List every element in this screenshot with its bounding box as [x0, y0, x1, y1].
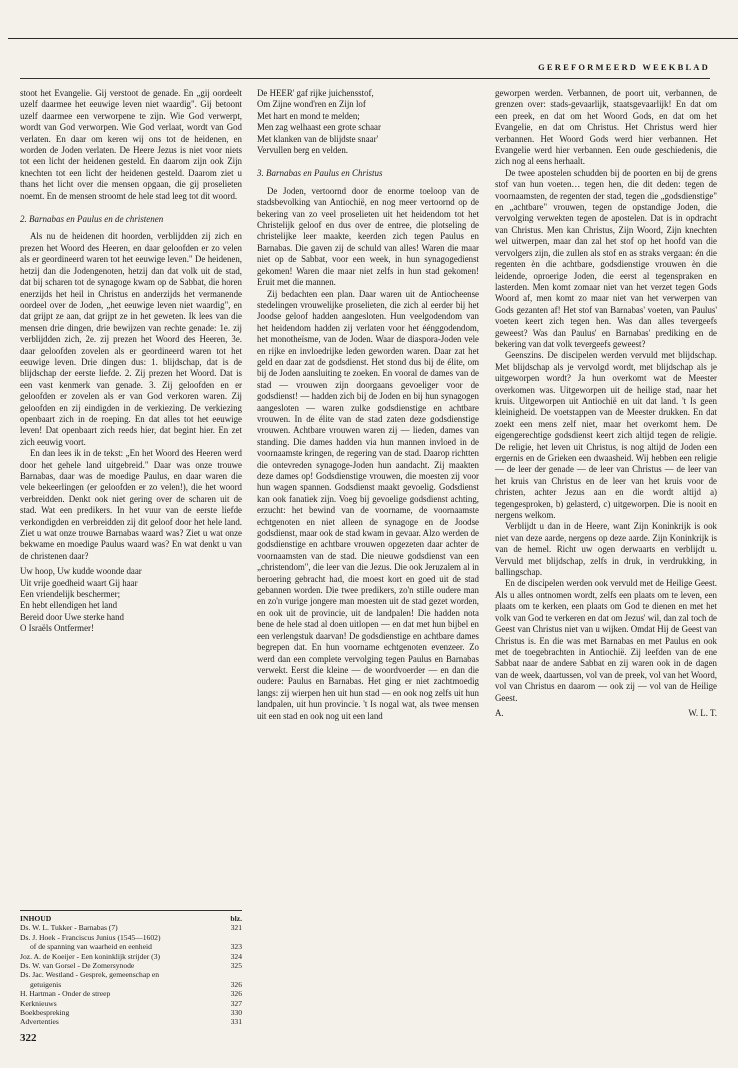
toc-item-page: 326 [230, 989, 242, 999]
toc-item-page: 330 [230, 1008, 242, 1018]
top-rule [8, 38, 738, 39]
toc-item [20, 1017, 242, 1026]
toc-item-title: of de spanning van waarheid en eenheid [30, 942, 152, 952]
poem-line: Vervullen berg en velden. [257, 145, 349, 156]
toc-item [20, 923, 242, 932]
poem [20, 566, 242, 634]
signature-author: W. L. T. [688, 707, 717, 718]
paragraph: Als nu de heidenen dit hoorden, verblijdden zij zich en prezen het Woord des Heeren, en daar geloofden er zo velen als er geordineerd waren tot het eeuwige leven." De heidenen, hetzij dan die Jodengenoten, hetzij dan dat volk uit de stad, dat bij scharen tot de synagoge kwam op de Sabbat, die horen enerzijds het heil in Christus en anderzijds het vermanende oordeel over de Joden, „het eeuwige leven niet waardig", en dat grijpt ze aan, dat grijpt ze in het geweten. Ik lees van die mensen drie dingen, drie bewijzen van rechte genade: 1e. zij verblijdden zich, 2e. zij prezen het Woord des Heeren, 3e. daar geloofden zovelen als er geordineerd waren tot het eeuwige leven. Drie dingen dus: 1. blijdschap, dat is de blijdschap der eerste liefde. 2. Zij prezen het Woord. Dat is een vast kenmerk van genade. 3. Zij geloofden en er geloofden er zovelen als er van God verkoren waren. Zij geloofden en zij eindigden in de verkiezing. De verkiezing openbaart zich in de roeping. En dat alles tot het eeuwige leven! Dat openbaart zich reeds hier, dat begint hier. En zet zich eeuwig voort. [20, 231, 242, 447]
toc-item-title: Ds. Jac. Westland - Gesprek, gemeenschap en [20, 970, 160, 980]
column-1 [20, 88, 242, 643]
paragraph: De Joden, vertoornd door de enorme toeloop van de stadsbevolking van Antiochië, en nog meer vertoornd op de bekering van zo veel proselieten uit het heidendom tot het Christelijk geloof en dus over de entree, die plotseling de christelijke leer maakte, keerden zich tegen Paulus en Barnabas. Die gaven zij de schuld van alles! Waren die maar niet op de Sabbat, voor een week, in hun synagogedienst gekomen! Waren die maar niet zelfs in hun stad gekomen! Eruit met die mannen. [257, 185, 479, 288]
toc-item-title: Kerknieuws [20, 998, 57, 1008]
paragraph: De twee apostelen schudden bij de poorten en bij de grens stof van hun voeten… tegen hen, die dit deden: tegen de voornaamsten, de regenten der stad, tegen die „godsdienstige" en „achtbare" vrouwen, tegen de opstandige Joden, die vervolging verwekten tegen de apostelen. Dat is in opdracht van Christus. Men kan Christus, Zijn Woord, Zijn knechten wel uitwerpen, maar dan zal het stof op het hoofd van die vervolgers zijn, die zullen als stof en as straks vergaan: én die regenten èn die achtbare, godsdienstige vrouwen èn die leidende, oproerige Joden, die eerst al tegenspraken en lasterden. Men komt zomaar niet van het verzet tegen Gods Woord af, men komt zo maar niet van het verwerpen van Gods gezanten af! Het stof van Barnabas' voeten, van Paulus' voeten keert zich tegen hen. Was dan alles tevergeefs geweest? Was dan Paulus' en Barnabas' prediking en de bekering van dat volk tevergeefs geweest? [495, 167, 717, 349]
toc-item [20, 999, 242, 1008]
toc-item [20, 942, 242, 951]
toc-item-page: 323 [230, 942, 242, 952]
toc-item-title: Ds. W. L. Tukker - Barnabas (7) [20, 923, 118, 933]
toc-item [20, 980, 242, 989]
toc-item-title: H. Hartman - Onder de streep [20, 989, 111, 999]
paragraph: stoot het Evangelie. Gij verstoot de genade. En „gij oordeelt uzelf daarmee het eeuwige leven niet waardig". Gij betoont uzelf daarmee een verworpene te zijn. Wie God verwerpt, wordt van God verworpen. Wie God verlaat, wordt van God verlaten. En daar om keren wij ons tot de heidenen, en worden de Joden verlaten. De Heere Jezus is niet voor niets tot een licht der heidenen gesteld. En daarom zijn ook Zijn knechten tot een licht der heidenen gesteld. Daarom ziet u thans het licht over die mensen opgaan, die gij proselieten noemt. En de mensen stroomt de hele stad leeg tot dit woord. [20, 88, 242, 201]
toc-item [20, 952, 242, 961]
poem-line: Uit vrije goedheid waart Gij haar [20, 577, 138, 588]
page-number: 322 [20, 1032, 37, 1044]
section-heading: 2. Barnabas en Paulus en de christenen [20, 214, 164, 225]
toc-item-page: 327 [230, 998, 242, 1008]
poem [257, 88, 479, 156]
poem-line: Om Zijne wond'ren en Zijn lof [257, 99, 366, 110]
header-rule [20, 78, 710, 79]
toc-page-header: blz. [230, 914, 242, 923]
toc-item-title: Boekbespreking [20, 1008, 70, 1018]
toc-item-title: getuigenis [30, 979, 62, 989]
toc-header [20, 914, 242, 923]
toc-item [20, 1008, 242, 1017]
masthead: GEREFORMEERD WEEKBLAD [538, 62, 710, 72]
paragraph: Zij bedachten een plan. Daar waren uit de Antiocheense stedelingen vrouwelijke proselieten, die zich al eerder bij het Joodse geloof hadden aangesloten. Hun veelgodendom van het heidendom hadden zij verlaten voor het éénggodendom, het monotheïsme, van de Joden. Waar de diaspora-Joden vele en rijke en invloedrijke leden geworden waren. Daar zat het geld en daar zat de godsdienst. Het stond dus bij de élite, om bij de Joden aansluiting te zoeken. En vooral de dames van de stad — vrouwen zijn doorgaans gevoeliger voor de godsdienst! — hadden zich bij de Joden en bij hun synagogen aangesloten — waren zulke godsdienstige en achtbare vrouwen. In de élite van de stad zaten deze godsdienstige vrouwen. Achtbare vrouwen waren zij — lieden, dames van standing. Die dames hadden via hun mannen invloed in de voornaamste kringen, de regering van de stad. Daarop richtten die ontevreden synagoge-Joden hun aandacht. Zij maakten deze dames op! Godsdienstige vrouwen, die moesten zij voor hun wagen spannen. Godsdienst maakt gevoelig. Godsdienst kan ook fanatiek zijn. Voeg bij gevoelige godsdienst achting, erzucht: het bewind van de voorname, de voornaamste echtgenoten en niet alleen de synagoge en de Joodse godsdienst, maar ook de stad kwam in gevaar. Alzo werden de godsdienstige en achtbare vrouwen opgezeten daar achter de voornaamsten van de stad. Die nieuwe godsdienst van een „christendom", die leer van die Jezus. Die ook Jeruzalem al in beroering gebracht had, die moest kort en goed uit de stad gebannen worden. Die twee predikers, zo'n stille oudere man en zo'n vurige jongere man moesten uit de stad gezet worden, en ook uit de provincie, uit de landpalen! Die hadden nota bene de hele stad al doen uitlopen — en dat met hun bijbel en een verlengstuk daarvan! De godsdienstige en achtbare dames begrepen dat. En hun voorname echtgenoten evenzeer. Zo werd dan een complete vervolging tegen Paulus en Barnabas verwekt. Eerst die kleine — de woordvoerder — en dan die oudere: Paulus en Barnabas. Het ging er niet zachtmoedig langs: zij wierpen hen uit hun stad — en ook nog zelfs uit hun landpalen, uit hun provincie. 't Is nogal wat, als twee mensen uit een stad en ook nog uit een land [257, 288, 479, 721]
paragraph: En de discipelen werden ook vervuld met de Heilige Geest. Als u alles ontnomen wordt, zelfs een plaats om te leven, een plaats om te kerken, een plaats om God te dienen en met het volk van God te verkeren en dat om Jezus' wil, dan zal toch de Geest van Christus niet van u wijken. Omdat Hij de Geest van Christus is. En die was met Barnabas en met Paulus en ook met de toegebrachten in Antiochië. Zij leefden van de ene Sabbat naar de andere Sabbat en zij waren ook in de dagen van de week, daartussen, vol van de preek, vol van het Woord, vol van Christus en daarom — ook zij — vol van de Heilige Geest. [495, 578, 717, 703]
column-2 [257, 88, 479, 722]
toc-item-page: 324 [230, 951, 242, 961]
toc-item [20, 933, 242, 942]
toc-item-title: Advertenties [20, 1017, 59, 1027]
toc-item [20, 961, 242, 970]
poem-line: Men zag welhaast een grote schaar [257, 122, 381, 133]
toc-item [20, 989, 242, 998]
poem-line: De HEER' gaf rijke juichensstof, [257, 88, 374, 98]
toc-item-title: Joz. A. de Koeijer - Een koninklijk strijder (3) [20, 951, 161, 961]
column-3 [495, 88, 717, 719]
paragraph: En dan lees ik in de tekst: „En het Woord des Heeren werd door het gehele land uitgebreid." Daar was onze trouwe Barnabas, daar was de moedige Paulus, en daar waren die vele bekeerlingen (er geloofden er zo velen!), die het woord verbreidden. Denkt ook niet gering over de scharen uit de stad. Wat een predikers. In het vuur van de eerste liefde verkondigden en verbreidden zij dit geloof door het hele land. Ziet u wat onze trouwe Barnabas waard was? Ziet u wat onze bekwame en moedige Paulus waard was? En wat denkt u van de christenen daar? [20, 448, 242, 561]
toc-item-page: 321 [230, 923, 242, 933]
toc-item [20, 970, 242, 979]
paragraph: Geenszins. De discipelen werden vervuld met blijdschap. Met blijdschap als je vervolgd wordt, met blijdschap als je uitgeworpen wordt? Ja hun overkomt wat de Meester overkomen was. Uitgeworpen uit de heilige stad, naar het kruis. Uitgeworpen uit Antiochië en uit dat land. 't Is geen kleinigheid. De voetstappen van de Meester drukken. En dat zoekt een mens zelf niet, maar het overkomt hem. De eigengerechtige godsdienst keert zich altijd tegen de religie. De religie, het leven uit Christus, is nog altijd de Joden een ergernis en de Grieken een dwaasheid. Wij hebben een religie — de leer der genade — de leer van Christus — de leer van het kruis van Christus en de leer van het kruis voor de christen, achter Jezus aan en die wordt altijd a) tegengesproken, b) gelasterd, c) uitgeworpen. Die is nooit en nergens welkom. [495, 350, 717, 521]
section-heading: 3. Barnabas en Paulus en Christus [257, 168, 383, 179]
signature-left: A. [495, 707, 504, 718]
table-of-contents [20, 910, 242, 1027]
poem-line: Een vriendelijk beschermer; [20, 589, 121, 600]
toc-rule [20, 910, 242, 911]
poem-line: En hebt ellendigen het land [20, 600, 118, 611]
signature [495, 708, 717, 719]
toc-title: INHOUD [20, 914, 52, 923]
poem-line: Bereid door Uwe sterke hand [20, 611, 124, 622]
poem-line: O Israëls Ontfermer! [20, 623, 94, 634]
poem-line: Uw hoop, Uw kudde woonde daar [20, 566, 142, 577]
toc-list [20, 923, 242, 1026]
toc-item-page: 325 [230, 961, 242, 971]
poem-line: Met hart en mond te melden; [257, 110, 360, 121]
toc-item-page: 326 [230, 979, 242, 989]
toc-item-page: 331 [230, 1017, 242, 1027]
toc-item-title: Ds. W. van Gorsel - De Zomersynode [20, 961, 135, 971]
toc-item-title: Ds. J. Hoek - Franciscus Junius (1545—1602) [20, 932, 161, 942]
poem-line: Met klanken van de blijdste snaar' [257, 133, 379, 144]
paragraph: geworpen werden. Verbannen, de poort uit, verbannen, de grenzen over: stads-gevaarlijk, staatsgevaarlijk! En dat om een preek, en dat om het Woord Gods, en dat om het Evangelie, en dat om Christus. Het Christus werd hier verbannen. Het Woord Gods werd hier verbannen. Het Evangelie werd hier verbannen. Een oude geschiedenis, die zich nog al eens herhaalt. [495, 88, 717, 167]
paragraph: Verblijdt u dan in de Heere, want Zijn Koninkrijk is ook niet van deze aarde, nergens op deze aarde. Zijn Koninkrijk is van de hemel. Richt uw ogen derwaarts en verblijdt u. Vervuld met blijdschap, zelfs in druk, in verdrukking, in ballingschap. [495, 521, 717, 578]
